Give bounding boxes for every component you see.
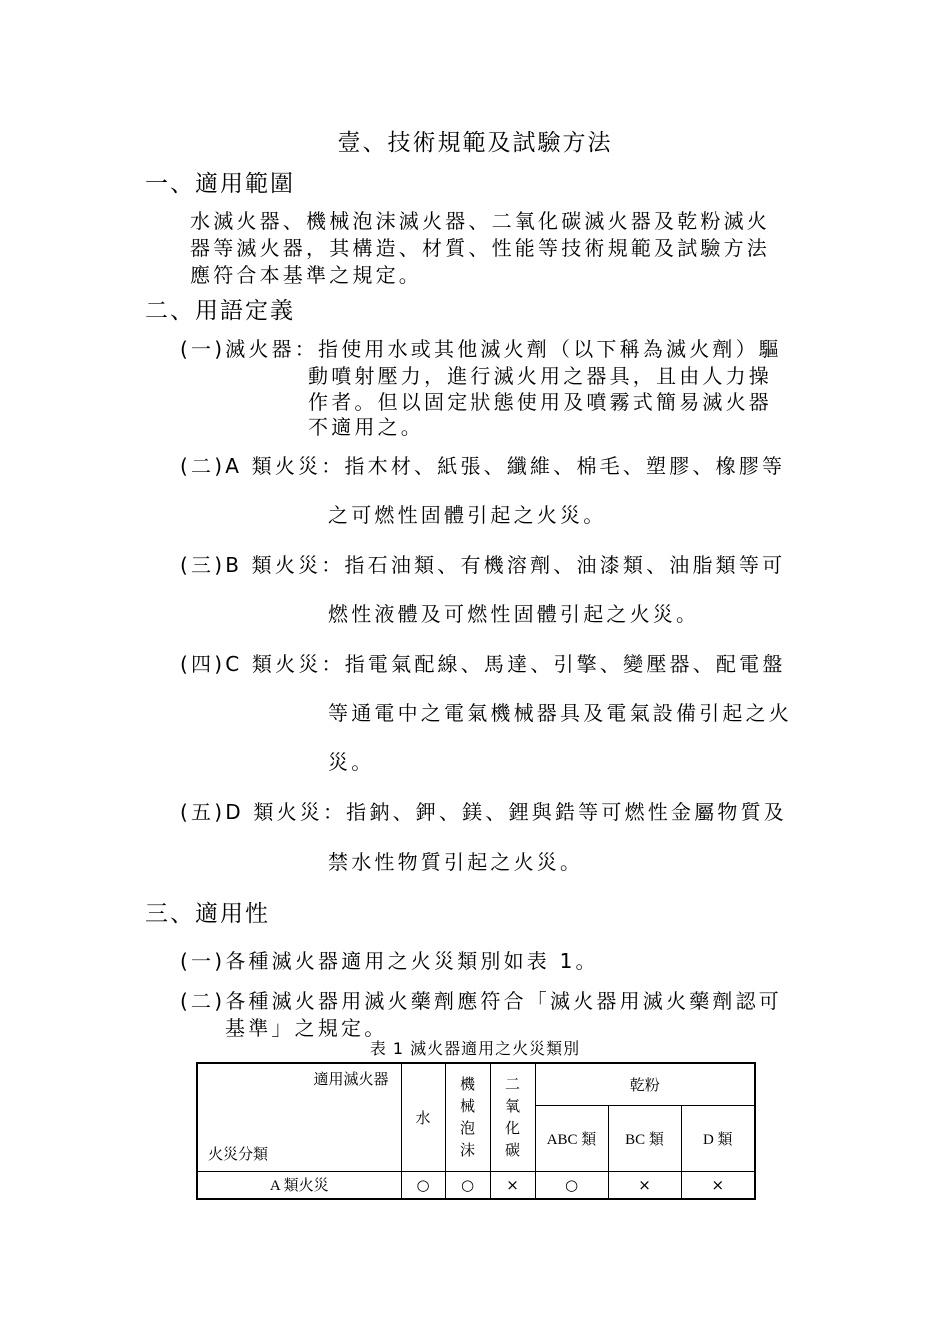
cell-foam: ○ (445, 1171, 490, 1199)
scope-line: 應符合本基準之規定。 (190, 263, 422, 287)
definition-continuation: 燃性液體及可燃性固體引起之火災。 (328, 602, 700, 626)
document-title: 壹、技術規範及試驗方法 (337, 130, 613, 156)
col-header-foam: 機 械 泡 沫 (445, 1063, 490, 1171)
cell-abc: ○ (535, 1171, 608, 1199)
definition-continuation: 作者。但以固定狀態使用及噴霧式簡易滅火器 (308, 390, 772, 414)
table-row (197, 1171, 755, 1199)
scope-line: 水滅火器、機械泡沫滅火器、二氧化碳滅火器及乾粉滅火 (190, 209, 770, 233)
definition-continuation: 禁水性物質引起之火災。 (328, 850, 584, 874)
applicability-item-2: (二)各種滅火器用滅火藥劑應符合「滅火器用滅火藥劑認可 (180, 989, 783, 1013)
cell-bc: × (608, 1171, 681, 1199)
col-header-d: D 類 (681, 1105, 755, 1171)
corner-fire-class-label: 火災分類 (208, 1145, 269, 1164)
fire-class-table (196, 1062, 756, 1200)
col-header-dry-powder: 乾粉 (535, 1063, 755, 1105)
col-header-co2: 二 氧 化 碳 (490, 1063, 535, 1171)
definition-class-b: (三)B 類火災：指石油類、有機溶劑、油漆類、油脂類等可 (180, 553, 786, 577)
definition-continuation: 動噴射壓力，進行滅火用之器具，且由人力操 (308, 364, 772, 388)
definition-class-a: (二)A 類火災：指木材、紙張、纖維、棉毛、塑膠、橡膠等 (180, 454, 786, 478)
scope-line: 器等滅火器，其構造、材質、性能等技術規範及試驗方法 (190, 236, 770, 260)
table-caption: 表 1 滅火器適用之火災類別 (369, 1039, 581, 1058)
section-heading-scope: 一、適用範圍 (145, 171, 295, 197)
definition-continuation: 等通電中之電氣機械器具及電氣設備引起之火 (328, 701, 792, 725)
applicability-item-1: (一)各種滅火器適用之火災類別如表 1。 (180, 949, 599, 973)
applicability-item-2-continuation: 基準」之規定。 (225, 1016, 388, 1040)
cell-d: × (681, 1171, 755, 1199)
definition-class-c: (四)C 類火災：指電氣配線、馬達、引擎、變壓器、配電盤 (180, 652, 786, 676)
definition-class-d: (五)D 類火災：指鈉、鉀、鎂、鋰與鋯等可燃性金屬物質及 (180, 800, 787, 824)
cell-co2: × (490, 1171, 535, 1199)
col-header-bc: BC 類 (608, 1105, 681, 1171)
definition-extinguisher: (一)滅火器：指使用水或其他滅火劑（以下稱為滅火劑）驅 (180, 337, 783, 361)
corner-extinguisher-label: 適用滅火器 (313, 1070, 389, 1089)
row-label-class-a: A 類火災 (197, 1171, 401, 1199)
definition-continuation: 之可燃性固體引起之火災。 (328, 503, 607, 527)
col-header-abc: ABC 類 (535, 1105, 608, 1171)
table-corner-cell (197, 1063, 401, 1171)
cell-water: ○ (401, 1171, 445, 1199)
section-heading-applicability: 三、適用性 (145, 901, 270, 927)
definition-continuation: 災。 (328, 750, 375, 774)
col-header-water: 水 (401, 1063, 445, 1171)
definition-continuation: 不適用之。 (308, 415, 424, 439)
section-heading-definitions: 二、用語定義 (145, 298, 295, 324)
